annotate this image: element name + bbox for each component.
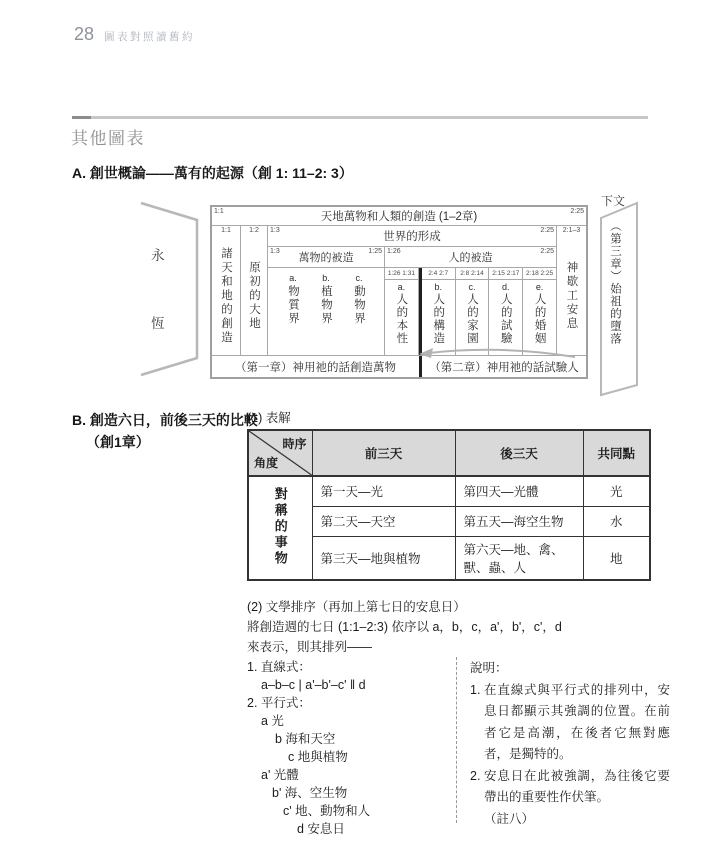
- parallel-label: 2. 平行式：: [247, 696, 311, 710]
- man-aspect-column: 2:4 2:7 b. 人的構造: [419, 268, 456, 355]
- man-aspect-column: 2:18 2:25 e. 人的婚姻: [523, 268, 556, 355]
- parallel-item: b 海和天空: [275, 732, 336, 746]
- linear-formula: a–b–c | a'–b'–c' ‖ d: [261, 678, 366, 692]
- cell-common-water: 水: [583, 506, 650, 536]
- fall-box-label: （第三章）始祖的墮落: [609, 220, 621, 345]
- cell-common-earth: 地: [583, 536, 650, 580]
- section-rule: [72, 116, 648, 119]
- intro-line-2: 來表示，則其排列——: [247, 640, 373, 654]
- verse-ref: 1:1: [221, 227, 231, 234]
- linear-label: 1. 直線式：: [247, 660, 311, 674]
- parallel-item: d 安息日: [297, 822, 345, 836]
- comparison-table: [247, 429, 651, 581]
- eternity-label-bottom: 恆: [151, 316, 165, 331]
- parallel-item: c' 地、動物和人: [283, 804, 371, 818]
- chapter2-cell: （第二章）神用祂的話試驗人: [419, 356, 586, 377]
- cell-front-day2: 第二天—天空: [312, 506, 455, 536]
- parallel-item: b' 海、空生物: [272, 786, 348, 800]
- heading-b-line2: （創1章）: [86, 434, 150, 450]
- footnote: （註八）: [484, 811, 535, 826]
- verse-ref: 1:25: [368, 248, 382, 255]
- intro-line-1: 將創造週的七日 (1:1–2:3) 依序以 a，b，c，a'，b'，c'，d: [247, 620, 562, 634]
- table-label: (1) 表解: [247, 411, 291, 425]
- man-aspect-column: 2:15 2:17 d. 人的試驗: [489, 268, 523, 355]
- cell-back-day5: 第五天—海空生物: [455, 506, 583, 536]
- eternity-bracket: [138, 200, 202, 378]
- heading-b-line1: B. 創造六日，前後三天的比較: [72, 412, 258, 428]
- parallel-item: a 光: [261, 714, 284, 728]
- verse-ref: 1:26 1:31: [385, 268, 418, 280]
- creation-of-things-label: 萬物的被造: [298, 252, 354, 264]
- verse-ref: 1:1: [214, 208, 224, 215]
- order-list: [247, 658, 370, 838]
- man-aspect-column: 2:8 2:14 c. 人的家園: [456, 268, 490, 355]
- column-primeval-earth-label: 原初的大地: [248, 261, 260, 331]
- cell-front-day3: 第三天—地與植物: [312, 536, 455, 580]
- creation-diagram: [0, 192, 719, 404]
- corner-cell: [248, 430, 312, 476]
- eternity-label-top: 永: [151, 248, 165, 263]
- col-header-common: 共同點: [583, 430, 650, 476]
- creation-of-things-header: [268, 247, 384, 268]
- note-item-1: 1. 在直線式與平行式的排列中，安息日都顯示其強調的位置。在前者它是高潮，在後者它無對應者，是獨特的。: [470, 682, 670, 761]
- world-formation-row: [268, 226, 556, 247]
- col-header-back: 後三天: [455, 430, 583, 476]
- verse-ref: 2:25: [570, 208, 584, 215]
- dashed-divider: [456, 657, 457, 823]
- verse-ref: 1:3: [270, 227, 280, 234]
- realm-item: b. 植物界: [320, 273, 332, 326]
- column-heavens-earth: [212, 226, 241, 355]
- verse-ref: 2:15 2:17: [489, 268, 522, 280]
- next-text-label: 下文: [601, 194, 626, 208]
- page-number: 28: [74, 24, 95, 44]
- realm-item: a. 物質界: [287, 273, 299, 326]
- verse-ref: 2:25: [540, 248, 554, 255]
- table-row: [248, 476, 650, 506]
- creation-of-man-label: 人的被造: [448, 252, 493, 264]
- cell-common-light: 光: [583, 476, 650, 506]
- col-header-front: 前三天: [312, 430, 455, 476]
- corner-label-angle: 角度: [254, 456, 279, 470]
- corner-label-order: 時序: [282, 437, 307, 451]
- creation-title-row: [212, 207, 586, 226]
- parallel-item: c 地與植物: [288, 750, 348, 764]
- cell-back-day4: 第四天—光體: [455, 476, 583, 506]
- verse-ref: 2:25: [540, 227, 554, 234]
- creation-title: 天地萬物和人類的創造 (1–2章): [320, 211, 478, 223]
- chapter1-cell: （第一章）神用祂的話創造萬物: [235, 361, 396, 374]
- verse-ref: 2:8 2:14: [456, 268, 489, 280]
- realm-item: c. 動物界: [353, 273, 365, 326]
- creation-of-things-section: [268, 247, 385, 355]
- heading-a: A. 創世概論——萬有的起源（創 1: 11–2: 3）: [72, 165, 353, 181]
- note-item-2: 2. 安息日在此被強調，為往後它要帶出的重要性作伏筆。: [470, 768, 670, 804]
- world-formation-label: 世界的形成: [383, 231, 441, 243]
- column-heavens-earth-label: 諸天和地的創造: [220, 247, 232, 345]
- creation-of-man-section: [385, 247, 556, 355]
- verse-ref: 1:26: [387, 248, 401, 255]
- column-primeval-earth: [241, 226, 268, 355]
- creation-of-man-header: [385, 247, 556, 268]
- man-aspect-column: 1:26 1:31 a. 人的本性: [385, 268, 419, 355]
- notes-block: [470, 658, 670, 830]
- book-title: 圖表對照讀舊約: [104, 31, 196, 43]
- parallel-item: a' 光體: [261, 768, 299, 782]
- notes-title: 說明：: [470, 661, 508, 675]
- verse-ref: 1:2: [249, 227, 259, 234]
- section-heading: 其他圖表: [71, 129, 145, 148]
- cell-back-day6: 第六天—地、禽、獸、蟲、人: [455, 536, 583, 580]
- curved-arrow: [417, 344, 579, 362]
- column-god-rested-label: 神歇工安息: [565, 261, 578, 331]
- verse-ref: 2:4 2:7: [422, 268, 455, 280]
- literary-order-heading: (2) 文學排序（再加上第七日的安息日）: [247, 600, 466, 614]
- row-header-symmetry: 對稱的事物: [248, 476, 312, 580]
- verse-ref: 2:1–3: [562, 227, 581, 234]
- verse-ref: 2:18 2:25: [523, 268, 556, 280]
- cell-front-day1: 第一天—光: [312, 476, 455, 506]
- heading-b: [72, 409, 258, 453]
- column-god-rested: [557, 226, 586, 355]
- section-rule-accent: [72, 116, 91, 119]
- verse-ref: 1:3: [270, 248, 280, 255]
- page-header: [74, 24, 195, 45]
